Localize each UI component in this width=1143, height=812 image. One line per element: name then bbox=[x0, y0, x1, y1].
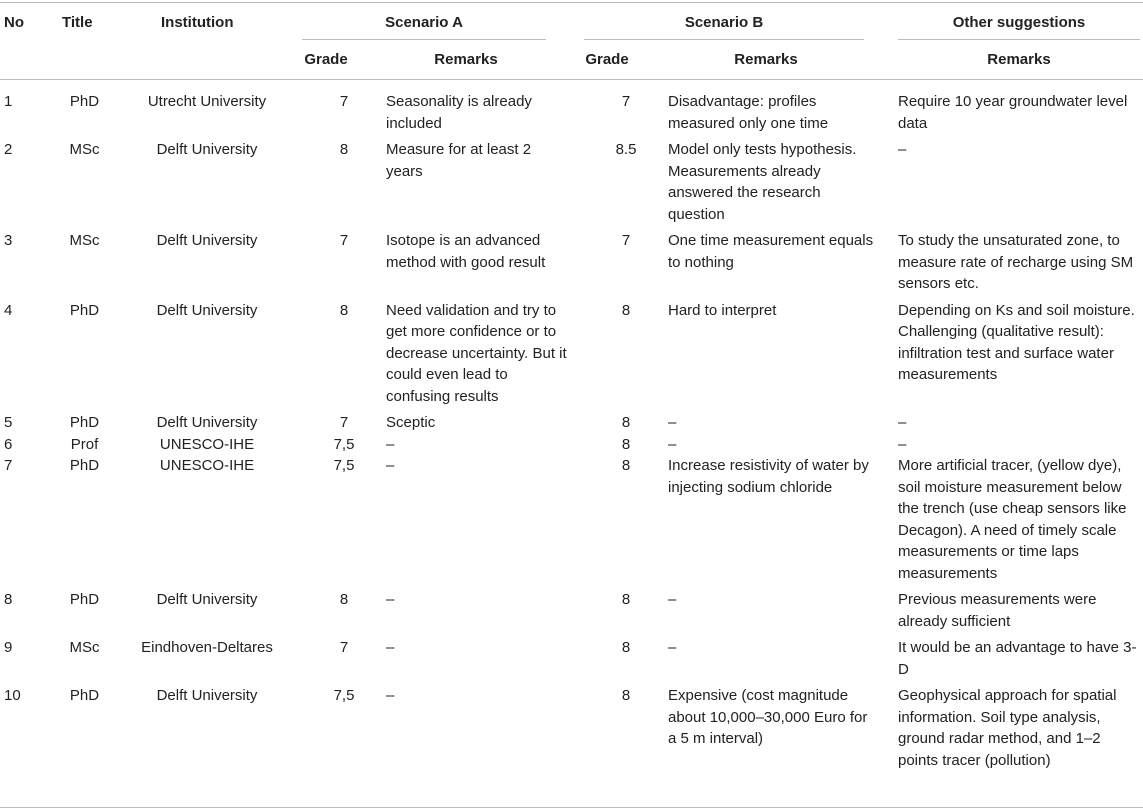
cell-remarks-a: – bbox=[386, 457, 395, 474]
cell-remarks-b: One time measurement equals to nothing bbox=[668, 232, 874, 271]
cell-remarks-b: Hard to interpret bbox=[668, 301, 777, 319]
cell-institution: UNESCO-IHE bbox=[159, 457, 255, 474]
cell-institution: Delft University bbox=[156, 141, 258, 158]
cell-remarks-a: Sceptic bbox=[386, 414, 436, 431]
cell-other-remarks: To study the unsaturated zone, to measure rate of recharge using SM sensors etc. bbox=[898, 232, 1134, 292]
header-grade-b: Grade bbox=[585, 51, 629, 68]
cell-remarks-b: – bbox=[668, 591, 677, 608]
scenario-b-rule bbox=[584, 39, 864, 40]
cell-other-remarks: It would be an advantage to have 3-D bbox=[898, 639, 1137, 678]
cell-remarks-a: – bbox=[386, 435, 395, 453]
cell-grade-b: 8 bbox=[621, 457, 631, 474]
cell-other-remarks: – bbox=[898, 414, 907, 431]
data-table bbox=[0, 91, 1143, 776]
cell-remarks-b: Disadvantage: profiles measured only one time bbox=[668, 93, 829, 132]
header-institution: Institution bbox=[161, 14, 234, 31]
cell-grade-b: 7 bbox=[621, 232, 631, 249]
header-rule bbox=[0, 79, 1143, 80]
cell-institution: Delft University bbox=[156, 687, 258, 704]
header-remarks-b: Remarks bbox=[734, 51, 798, 68]
cell-institution: Delft University bbox=[156, 591, 258, 608]
cell-title: PhD bbox=[69, 414, 100, 431]
cell-no: 1 bbox=[4, 93, 13, 110]
table-row bbox=[0, 230, 1143, 300]
cell-no: 5 bbox=[4, 414, 13, 431]
cell-grade-b: 8 bbox=[621, 435, 631, 453]
table-row bbox=[0, 412, 1143, 434]
cell-grade-a: 7,5 bbox=[333, 687, 355, 704]
cell-no: 2 bbox=[4, 141, 13, 158]
cell-remarks-a: Measure for at least 2 years bbox=[386, 141, 532, 180]
cell-grade-a: 8 bbox=[339, 301, 349, 319]
cell-no: 9 bbox=[4, 639, 13, 656]
cell-no: 8 bbox=[4, 591, 13, 608]
header-scenario-b: Scenario B bbox=[684, 14, 764, 31]
cell-grade-b: 8 bbox=[621, 301, 631, 319]
cell-grade-a: 8 bbox=[339, 591, 349, 608]
cell-other-remarks: Geophysical approach for spatial information. Soil type analysis, ground radar method, and 1–2 points tracer (pollution) bbox=[898, 687, 1117, 769]
cell-institution: Delft University bbox=[156, 414, 258, 431]
table-row bbox=[0, 637, 1143, 685]
cell-other-remarks: Depending on Ks and soil moisture. Challenging (qualitative result): infiltration test and surface water measurements bbox=[898, 301, 1135, 383]
cell-grade-a: 7 bbox=[339, 639, 349, 656]
cell-grade-b: 8 bbox=[621, 414, 631, 431]
cell-title: PhD bbox=[69, 457, 100, 474]
cell-remarks-b: Increase resistivity of water by injecting sodium chloride bbox=[668, 457, 869, 496]
cell-title: PhD bbox=[69, 301, 100, 319]
cell-other-remarks: More artificial tracer, (yellow dye), soil moisture measurement below the trench (use cheap sensors like Decagon). A need of timely scale measurements or time laps measurements bbox=[898, 457, 1127, 582]
cell-remarks-a: Need validation and try to get more confidence or to decrease uncertainty. But it could even lead to confusing results bbox=[386, 301, 567, 405]
header-no: No bbox=[4, 14, 24, 31]
cell-grade-b: 8.5 bbox=[615, 141, 637, 158]
cell-institution: Delft University bbox=[156, 301, 258, 319]
cell-no: 3 bbox=[4, 232, 13, 249]
cell-remarks-a: – bbox=[386, 639, 395, 656]
cell-grade-b: 8 bbox=[621, 687, 631, 704]
cell-title: Prof bbox=[70, 435, 99, 453]
other-rule bbox=[898, 39, 1140, 40]
table-row bbox=[0, 91, 1143, 139]
table-row bbox=[0, 434, 1143, 456]
header-grade-a: Grade bbox=[304, 51, 348, 68]
cell-grade-a: 7 bbox=[339, 414, 349, 431]
cell-no: 10 bbox=[4, 687, 21, 704]
cell-institution: UNESCO-IHE bbox=[159, 435, 255, 453]
table-row bbox=[0, 139, 1143, 230]
cell-no: 7 bbox=[4, 457, 13, 474]
cell-no: 6 bbox=[4, 435, 13, 453]
cell-grade-a: 7 bbox=[339, 232, 349, 249]
cell-grade-a: 7,5 bbox=[333, 435, 355, 453]
cell-institution: Eindhoven-Deltares bbox=[141, 639, 273, 656]
cell-other-remarks: – bbox=[898, 141, 907, 158]
cell-other-remarks: – bbox=[898, 435, 907, 453]
cell-other-remarks: Require 10 year groundwater level data bbox=[898, 93, 1128, 132]
cell-title: MSc bbox=[69, 639, 100, 656]
cell-remarks-a: Seasonality is already included bbox=[386, 93, 532, 132]
table-row bbox=[0, 300, 1143, 413]
cell-remarks-b: – bbox=[668, 414, 677, 431]
cell-grade-a: 7,5 bbox=[333, 457, 355, 474]
cell-institution: Delft University bbox=[156, 232, 258, 249]
cell-title: PhD bbox=[69, 93, 100, 110]
table-row bbox=[0, 455, 1143, 589]
bottom-rule bbox=[0, 807, 1143, 808]
cell-grade-b: 8 bbox=[621, 639, 631, 656]
header-remarks-other: Remarks bbox=[987, 51, 1051, 68]
cell-remarks-b: Model only tests hypothesis. Measurements already answered the research question bbox=[668, 141, 857, 223]
top-rule bbox=[0, 2, 1143, 3]
cell-remarks-a: – bbox=[386, 687, 395, 704]
cell-grade-a: 7 bbox=[339, 93, 349, 110]
cell-institution: Utrecht University bbox=[147, 93, 267, 110]
table-row bbox=[0, 589, 1143, 637]
cell-remarks-b: Expensive (cost magnitude about 10,000–30,000 Euro for a 5 m interval) bbox=[668, 687, 868, 747]
cell-title: PhD bbox=[69, 591, 100, 608]
cell-title: MSc bbox=[69, 141, 100, 158]
header-scenario-a: Scenario A bbox=[385, 14, 463, 31]
scenario-a-rule bbox=[302, 39, 546, 40]
cell-remarks-a: – bbox=[386, 591, 395, 608]
cell-title: MSc bbox=[69, 232, 100, 249]
cell-title: PhD bbox=[69, 687, 100, 704]
header-title: Title bbox=[62, 14, 93, 31]
table-row bbox=[0, 685, 1143, 776]
cell-no: 4 bbox=[4, 301, 13, 319]
cell-grade-b: 8 bbox=[621, 591, 631, 608]
cell-remarks-a: Isotope is an advanced method with good result bbox=[386, 232, 546, 271]
header-remarks-a: Remarks bbox=[434, 51, 498, 68]
cell-remarks-b: – bbox=[668, 639, 677, 656]
cell-grade-a: 8 bbox=[339, 141, 349, 158]
cell-grade-b: 7 bbox=[621, 93, 631, 110]
header-other-suggestions: Other suggestions bbox=[952, 14, 1086, 31]
cell-other-remarks: Previous measurements were already sufficient bbox=[898, 591, 1097, 630]
cell-remarks-b: – bbox=[668, 435, 677, 453]
